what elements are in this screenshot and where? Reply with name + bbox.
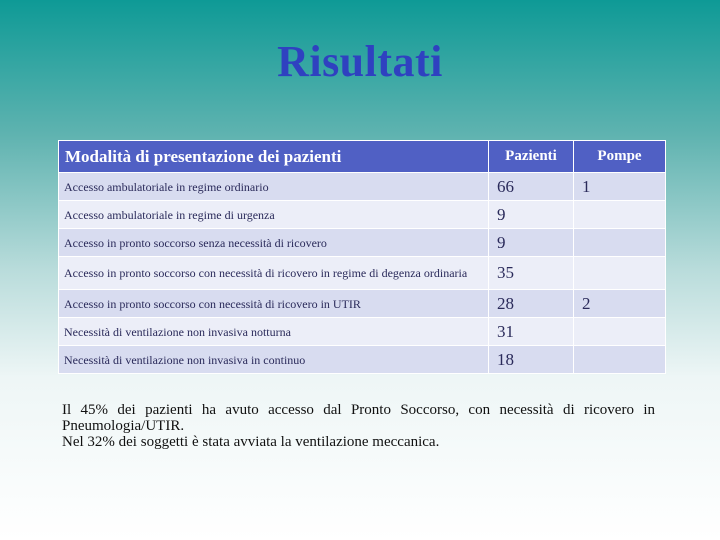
table-row (59, 201, 666, 229)
row-pompe (574, 257, 666, 290)
row-pompe: 1 (574, 173, 666, 201)
row-pazienti: 18 (489, 346, 574, 374)
row-pompe: 2 (574, 290, 666, 318)
slide-title: Risultati (277, 37, 443, 86)
row-pazienti: 9 (489, 201, 574, 229)
row-pazienti: 66 (489, 173, 574, 201)
row-pompe (574, 201, 666, 229)
row-pompe (574, 318, 666, 346)
row-label: Necessità di ventilazione non invasiva notturna (59, 318, 489, 346)
table-row (59, 173, 666, 201)
row-pazienti: 28 (489, 290, 574, 318)
row-label: Accesso ambulatoriale in regime ordinario (59, 173, 489, 201)
row-pazienti: 35 (489, 257, 574, 290)
table-row (59, 290, 666, 318)
row-pazienti: 9 (489, 229, 574, 257)
table-header-row (59, 141, 666, 173)
header-pompe: Pompe (574, 141, 666, 173)
header-pazienti: Pazienti (489, 141, 574, 173)
row-label: Accesso ambulatoriale in regime di urgenza (59, 201, 489, 229)
row-label: Accesso in pronto soccorso con necessità di ricovero in UTIR (59, 290, 489, 318)
row-label: Accesso in pronto soccorso senza necessità di ricovero (59, 229, 489, 257)
header-modalita: Modalità di presentazione dei pazienti (59, 141, 489, 173)
results-note (62, 402, 655, 450)
row-pompe (574, 346, 666, 374)
table-row (59, 229, 666, 257)
results-table (58, 140, 665, 374)
table-row (59, 257, 666, 290)
note-line-1: Il 45% dei pazienti ha avuto accesso dal Pronto Soccorso, con necessità di ricovero in Pneumologia/UTIR. (62, 402, 655, 434)
table-row (59, 346, 666, 374)
row-pompe (574, 229, 666, 257)
row-label: Accesso in pronto soccorso con necessità di ricovero in regime di degenza ordinaria (59, 257, 489, 290)
note-line-2: Nel 32% dei soggetti è stata avviata la ventilazione meccanica. (62, 434, 440, 450)
table-row (59, 318, 666, 346)
row-pazienti: 31 (489, 318, 574, 346)
row-label: Necessità di ventilazione non invasiva in continuo (59, 346, 489, 374)
